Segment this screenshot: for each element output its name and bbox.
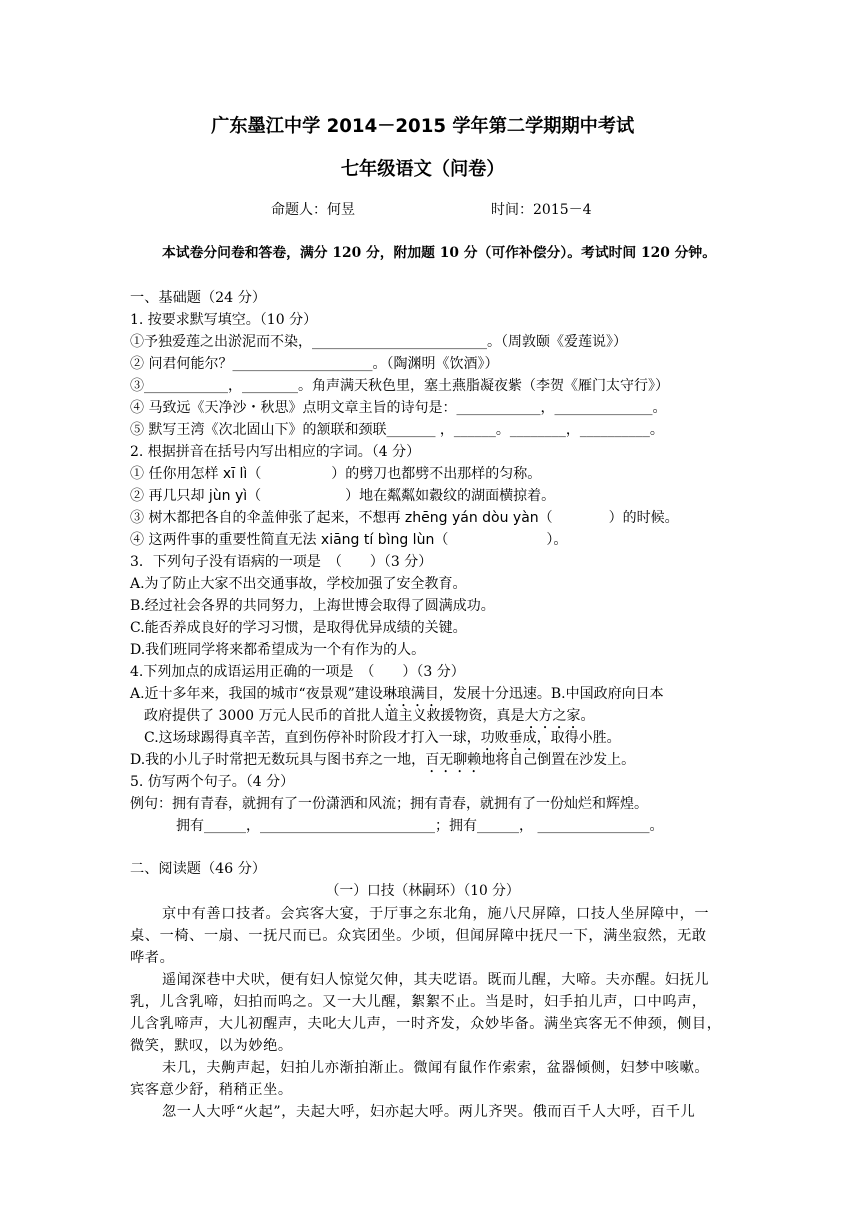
passage-line: 桌、一椅、一扇、一抚尺而已。众宾团坐。少顷，但闻屏障中抚尺一下，满坐寂然，无敢	[130, 928, 707, 944]
pinyin: xiāng tí bìng lùn	[320, 532, 435, 548]
author-line: 命题人：何昱	[271, 202, 355, 218]
passage-line: 儿含乳啼声，大儿初醒声，夫叱大儿声，一时齐发，众妙毕备。满坐宾客无不伸颈，侧目，	[130, 1016, 722, 1032]
pinyin: xī lì	[222, 466, 248, 482]
q1-line-2: ② 问君何能尔？____________________。（陶渊明《饮酒》）	[130, 356, 499, 372]
q3-title: 3．下列句子没有语病的一项是 （ ）（3 分）	[130, 554, 433, 570]
exam-subtitle: 七年级语文（问卷）	[340, 159, 505, 180]
section1-heading: 一、基础题（24 分）	[130, 290, 267, 306]
passage-line: 未几，夫齁声起，妇拍儿亦渐拍渐止。微闻有鼠作作索索，盆器倾侧，妇梦中咳嗽。	[162, 1060, 710, 1076]
q4-option-b-cont: 政府提供了 3000 万元人民币的首批人道主义救援物资，真是大方之家。	[144, 708, 595, 724]
q1-line-1: ①予独爱莲之出淤泥而不染，_________________________。（周敦颐《爱莲说》）	[130, 334, 627, 350]
passage-line: 忽一人大呼“火起”，夫起大呼，妇亦起大呼。两儿齐哭。俄而百千人大呼，百千儿	[162, 1104, 696, 1120]
q1-line-3: ③____________，________。角声满天秋色里，塞土燕脂凝夜紫（李贺《雁门太守行》）	[130, 378, 669, 394]
q5-title: 5. 仿写两个句子。（4 分）	[130, 774, 295, 790]
q1-title: 1. 按要求默写填空。（10 分）	[130, 312, 318, 328]
q5-answer-blank: 拥有______，_________________________；拥有______， ________________。	[176, 818, 664, 834]
exam-intro: 本试卷分问卷和答卷，满分 120 分，附加题 10 分（可作补偿分）。考试时间 120 分钟。	[162, 245, 717, 261]
passage-line: 京中有善口技者。会宾客大宴，于厅事之东北角，施八尺屏障，口技人坐屏障中，一	[162, 906, 710, 922]
section2-heading: 二、阅读题（46 分）	[130, 861, 267, 877]
q3-option-c: C.能否养成良好的学习习惯，是取得优异成绩的关键。	[130, 620, 467, 636]
q2-title: 2. 根据拼音在括号内写出相应的字词。（4 分）	[130, 444, 421, 460]
q1-line-5: ⑤ 默写王湾《次北固山下》的颔联和颈联_______ ，______。________，__________。	[130, 422, 664, 438]
q1-line-4: ④ 马致远《天净沙・秋思》点明文章主旨的诗句是：____________，______________。	[130, 400, 667, 416]
passage-line: 微笑，默叹，以为妙绝。	[130, 1038, 293, 1054]
passage-line: 遥闻深巷中犬吠，便有妇人惊觉欠伸，其夫呓语。既而儿醒，大啼。夫亦醒。妇抚儿	[162, 972, 710, 988]
passage-title: （一）口技（林嗣环）（10 分）	[325, 883, 520, 899]
emphasized-idiom: 功败垂成	[480, 730, 537, 746]
passage-line: 乳，儿含乳啼，妇拍而呜之。又一大儿醒，絮絮不止。当是时，妇手拍儿声，口中呜声，	[130, 994, 707, 1010]
emphasized-idiom: 琳琅满目	[382, 686, 439, 702]
passage-line: 哗者。	[130, 950, 175, 966]
pinyin: jùn yì	[208, 488, 248, 504]
exam-title: 广东墨江中学 2014－2015 学年第二学期期中考试	[211, 116, 635, 137]
q4-title: 4.下列加点的成语运用正确的一项是 （ ）（3 分）	[130, 664, 465, 680]
q4-option-d: D.我的小儿子时常把无数玩具与图书弃之一地，百无聊赖地将自己倒置在沙发上。	[130, 752, 636, 768]
passage-line: 宾客意少舒，稍稍正坐。	[130, 1082, 293, 1098]
q3-option-a: A.为了防止大家不出交通事故，学校加强了安全教育。	[130, 576, 467, 592]
q3-option-d: D.我们班同学将来都希望成为一个有作为的人。	[130, 642, 426, 658]
q3-option-b: B.经过社会各界的共同努力，上海世博会取得了圆满成功。	[130, 598, 495, 614]
emphasized-idiom: 百无聊赖	[425, 752, 482, 768]
q2-line-2: ② 再几只却 jùn yì（ ）地在粼粼如縠纹的湖面横掠着。	[130, 488, 556, 504]
q2-line-4: ④ 这两件事的重要性简直无法 xiāng tí bìng lùn（ ）。	[130, 532, 568, 548]
q4-option-ab: A.近十多年来，我国的城市“夜景观”建设琳琅满目，发展十分迅速。B.中国政府向日本	[130, 686, 664, 702]
q2-line-1: ① 任你用怎样 xī lì（ ）的劈刀也都劈不出那样的匀称。	[130, 466, 542, 482]
q5-example: 例句：拥有青春，就拥有了一份潇洒和风流；拥有青春，就拥有了一份灿烂和辉煌。	[130, 796, 648, 812]
emphasized-idiom: 大方之家	[524, 708, 581, 724]
q2-line-3: ③ 树木都把各自的伞盖伸张了起来，不想再 zhēng yán dòu yàn（ ）的时候。	[130, 510, 679, 526]
time-line: 时间：2015－4	[491, 202, 592, 218]
q4-option-c: C.这场球踢得真辛苦，直到伤停补时阶段才打入一球，功败垂成，取得小胜。	[144, 730, 621, 746]
pinyin: zhēng yán dòu yàn	[404, 510, 539, 526]
